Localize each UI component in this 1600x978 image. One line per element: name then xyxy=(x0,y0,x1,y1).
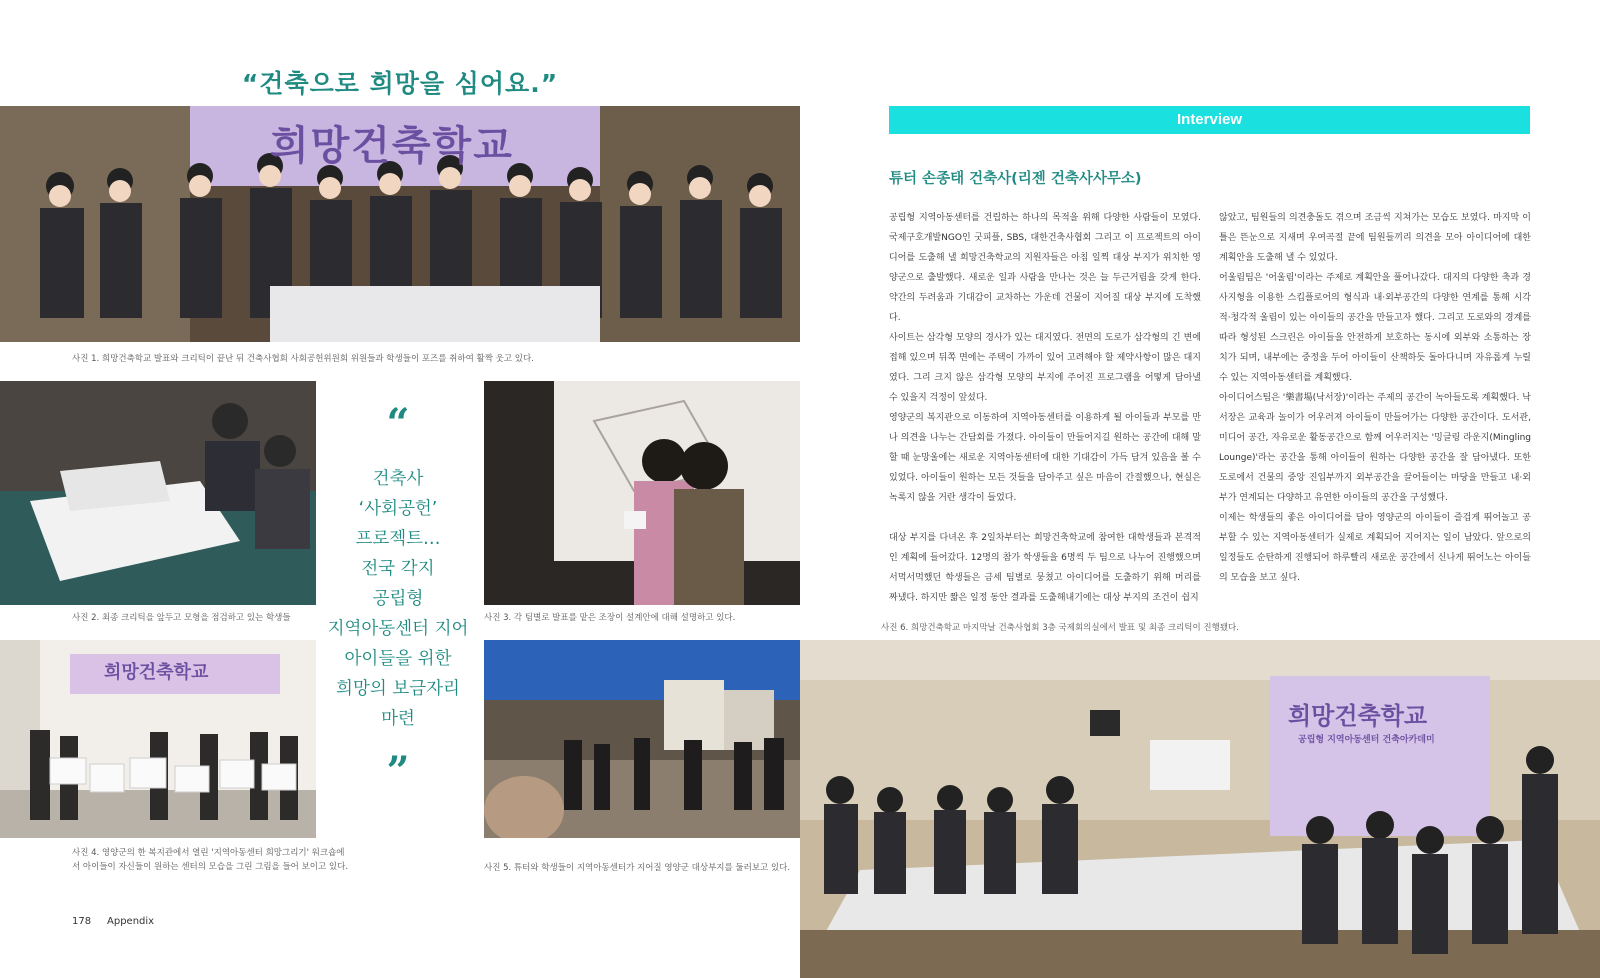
page-number: 178 xyxy=(72,916,92,927)
paragraph: 이제는 학생들의 좋은 아이디어를 담아 영양군의 아이들이 즐겁게 뛰어놀고 공부할 수 있는 지역아동센터가 실제로 계획되어 지어지는 일이 남았다. 앞으로의 일정들도 순탄하게 진행되어 하루빨리 새로운 공간에서 신나게 뛰어노는 아이들의 모습을 보고 싶다. xyxy=(1219,513,1531,583)
paragraph: 영양군의 복지관으로 이동하여 지역아동센터를 이용하게 될 아이들과 부모를 만나 의견을 나누는 간담회를 가졌다. 아이들이 만들어지길 원하는 공간에 대해 말할 때 눈망울에는 새로운 지역아동센터에 대한 기대감이 가득 담겨 있음을 볼 수 있었다. 아이들이 원하는 모든 것들을 담아주고 싶은 마음이 간절했으나, 현실은 녹록지 않을 거란 생각이 들었다. xyxy=(889,413,1201,503)
open-quote-mark: “ xyxy=(386,400,410,447)
pull-quote-line: 프로젝트… xyxy=(355,529,441,549)
photo-conference-banner-subtitle: 공립형 지역아동센터 건축아카데미 xyxy=(1298,735,1435,745)
photo-workshop-banner: 희망건축학교 xyxy=(104,662,209,683)
paragraph: 않았고, 팀원들의 의견충돌도 겪으며 조금씩 지쳐가는 모습도 보였다. 마지막 이틀은 뜬눈으로 지새며 우여곡절 끝에 팀원들끼리 의견을 모아 아이디어에 대한 계획안을 도출해 낼 수 있었다. xyxy=(1219,213,1531,263)
paragraph: 아이디어스팀은 '樂書場(낙서장)'이라는 주제의 공간이 녹아들도록 계획했다. 낙서장은 교육과 놀이가 어우러져 아이들이 만들어가는 다양한 공간이다. 도서관, 미디어 공간, 자유로운 활동공간으로 함께 어우러지는 '밍글링 라운지(Mingling Lounge)'라는 공간을 통해 아이들이 원하는 다양한 공간을 잘 담아냈다. 또한 도로에서 건물의 중앙 진입부까지 외부공간을 끌어들이는 마당을 만들고 내·외부가 연계되는 다양하고 유연한 아이들의 공간을 구성했다. xyxy=(1219,393,1531,503)
paragraph: 사이트는 삼각형 모양의 경사가 있는 대지였다. 전면의 도로가 삼각형의 긴 변에 접해 있으며 뒤쪽 면에는 주택이 가까이 있어 고려해야 할 제약사항이 많은 대지였다. 그리 크지 않은 삼각형 모양의 부지에 주어진 프로그램을 어떻게 담아낼 수 있을지 걱정이 앞섰다. xyxy=(889,333,1201,403)
interview-bar: Interview xyxy=(889,106,1530,134)
paragraph: 대상 부지를 다녀온 후 2일차부터는 희망건축학교에 참여한 대학생들과 본격적인 계획에 들어갔다. 12명의 참가 학생들을 6명씩 두 팀으로 나누어 진행했으며 서먹서먹했던 학생들은 금세 팀별로 뭉쳤고 아이디어를 도출하기 위해 머리를 짜냈다. 하지만 짧은 일정 동안 결과를 도출해내기에는 대상 부지의 조건이 쉽지 xyxy=(889,533,1201,603)
photo-site-visit xyxy=(484,640,800,838)
pull-quote-line: 전국 각지 xyxy=(361,559,435,579)
photo-model-check-caption: 사진 2. 최종 크리틱을 앞두고 모형을 점검하고 있는 학생들 xyxy=(72,613,291,623)
photo-group xyxy=(0,106,800,342)
photo-model-check xyxy=(0,381,316,605)
photo-site-visit-caption: 사진 5. 튜터와 학생들이 지역아동센터가 지어질 영양군 대상부지를 둘러보고 있다. xyxy=(484,863,791,873)
photo-workshop xyxy=(0,640,316,838)
photo-conference xyxy=(800,640,1600,978)
photo-group-caption: 사진 1. 희망건축학교 발표와 크리틱이 끝난 뒤 건축사협회 사회공헌위원회 위원들과 학생들이 포즈를 취하여 활짝 웃고 있다. xyxy=(72,354,534,364)
pull-quote-line: 지역아동센터 지어 xyxy=(327,619,469,639)
pull-quote xyxy=(325,400,471,795)
photo-workshop-caption-line2: 서 아이들이 자신들이 원하는 센터의 모습을 그린 그림을 들어 보이고 있다. xyxy=(72,862,349,872)
pull-quote-line: 건축사 xyxy=(372,469,424,489)
pull-quote-line: 아이들을 위한 xyxy=(344,649,452,669)
tutor-heading: 튜터 손종태 건축사(리젠 건축사사무소) xyxy=(889,171,1142,187)
article-column-right xyxy=(1219,208,1531,588)
paragraph: 어울림팀은 '어울림'이라는 주제로 계획안을 풀어나갔다. 대지의 다양한 축과 경사지형을 이용한 스킵플로어의 형식과 내·외부공간의 다양한 연계를 통해 시각적·청각적 울림이 있는 아이들의 공간을 만들고자 했다. 그리고 도로와의 경계를 따라 형성된 스크린은 아이들을 안전하게 보호하는 동시에 외부와 소통하는 장치가 되며, 내부에는 중정을 두어 아이들이 산책하듯 돌아다니며 자유롭게 누릴 수 있는 지역아동센터를 계획했다. xyxy=(1219,273,1531,383)
pull-quote-line: ‘사회공헌’ xyxy=(358,499,438,519)
photo-conference-banner-title: 희망건축학교 xyxy=(1288,702,1428,730)
article-column-left xyxy=(889,208,1201,608)
pull-quote-line: 공립형 xyxy=(372,589,424,609)
photo-workshop-caption-line1: 사진 4. 영양군의 한 복지관에서 열린 '지역아동센터 희망그리기' 워크숍에 xyxy=(72,848,345,858)
pull-quote-line: 마련 xyxy=(381,709,415,729)
section-label: Appendix xyxy=(107,916,155,927)
close-quote-mark: ” xyxy=(386,748,410,795)
photo-presentation-caption: 사진 3. 각 팀별로 발표를 맡은 조장이 설계안에 대해 설명하고 있다. xyxy=(484,613,736,623)
photo-group-banner: 희망건축학교 xyxy=(270,123,514,169)
paragraph: 공립형 지역아동센터를 건립하는 하나의 목적을 위해 다양한 사람들이 모였다. 국제구호개발NGO인 굿피플, SBS, 대한건축사협회 그리고 이 프로젝트의 아이디어를 도출해 낼 희망건축학교의 지원자들은 아침 일찍 대상 부지가 위치한 영양군으로 출발했다. 새로운 일과 사람을 만나는 것은 늘 두근거림을 갖게 한다. 약간의 두려움과 기대감이 교차하는 가운데 건물이 지어질 대상 부지에 도착했다. xyxy=(889,213,1201,323)
photo-presentation xyxy=(484,381,800,605)
pull-quote-line: 희망의 보금자리 xyxy=(336,679,460,699)
headline: “건축으로 희망을 심어요.” xyxy=(241,69,559,98)
photo-conference-caption: 사진 6. 희망건축학교 마지막날 건축사협회 3층 국제회의실에서 발표 및 최종 크리틱이 진행됐다. xyxy=(881,623,1239,633)
